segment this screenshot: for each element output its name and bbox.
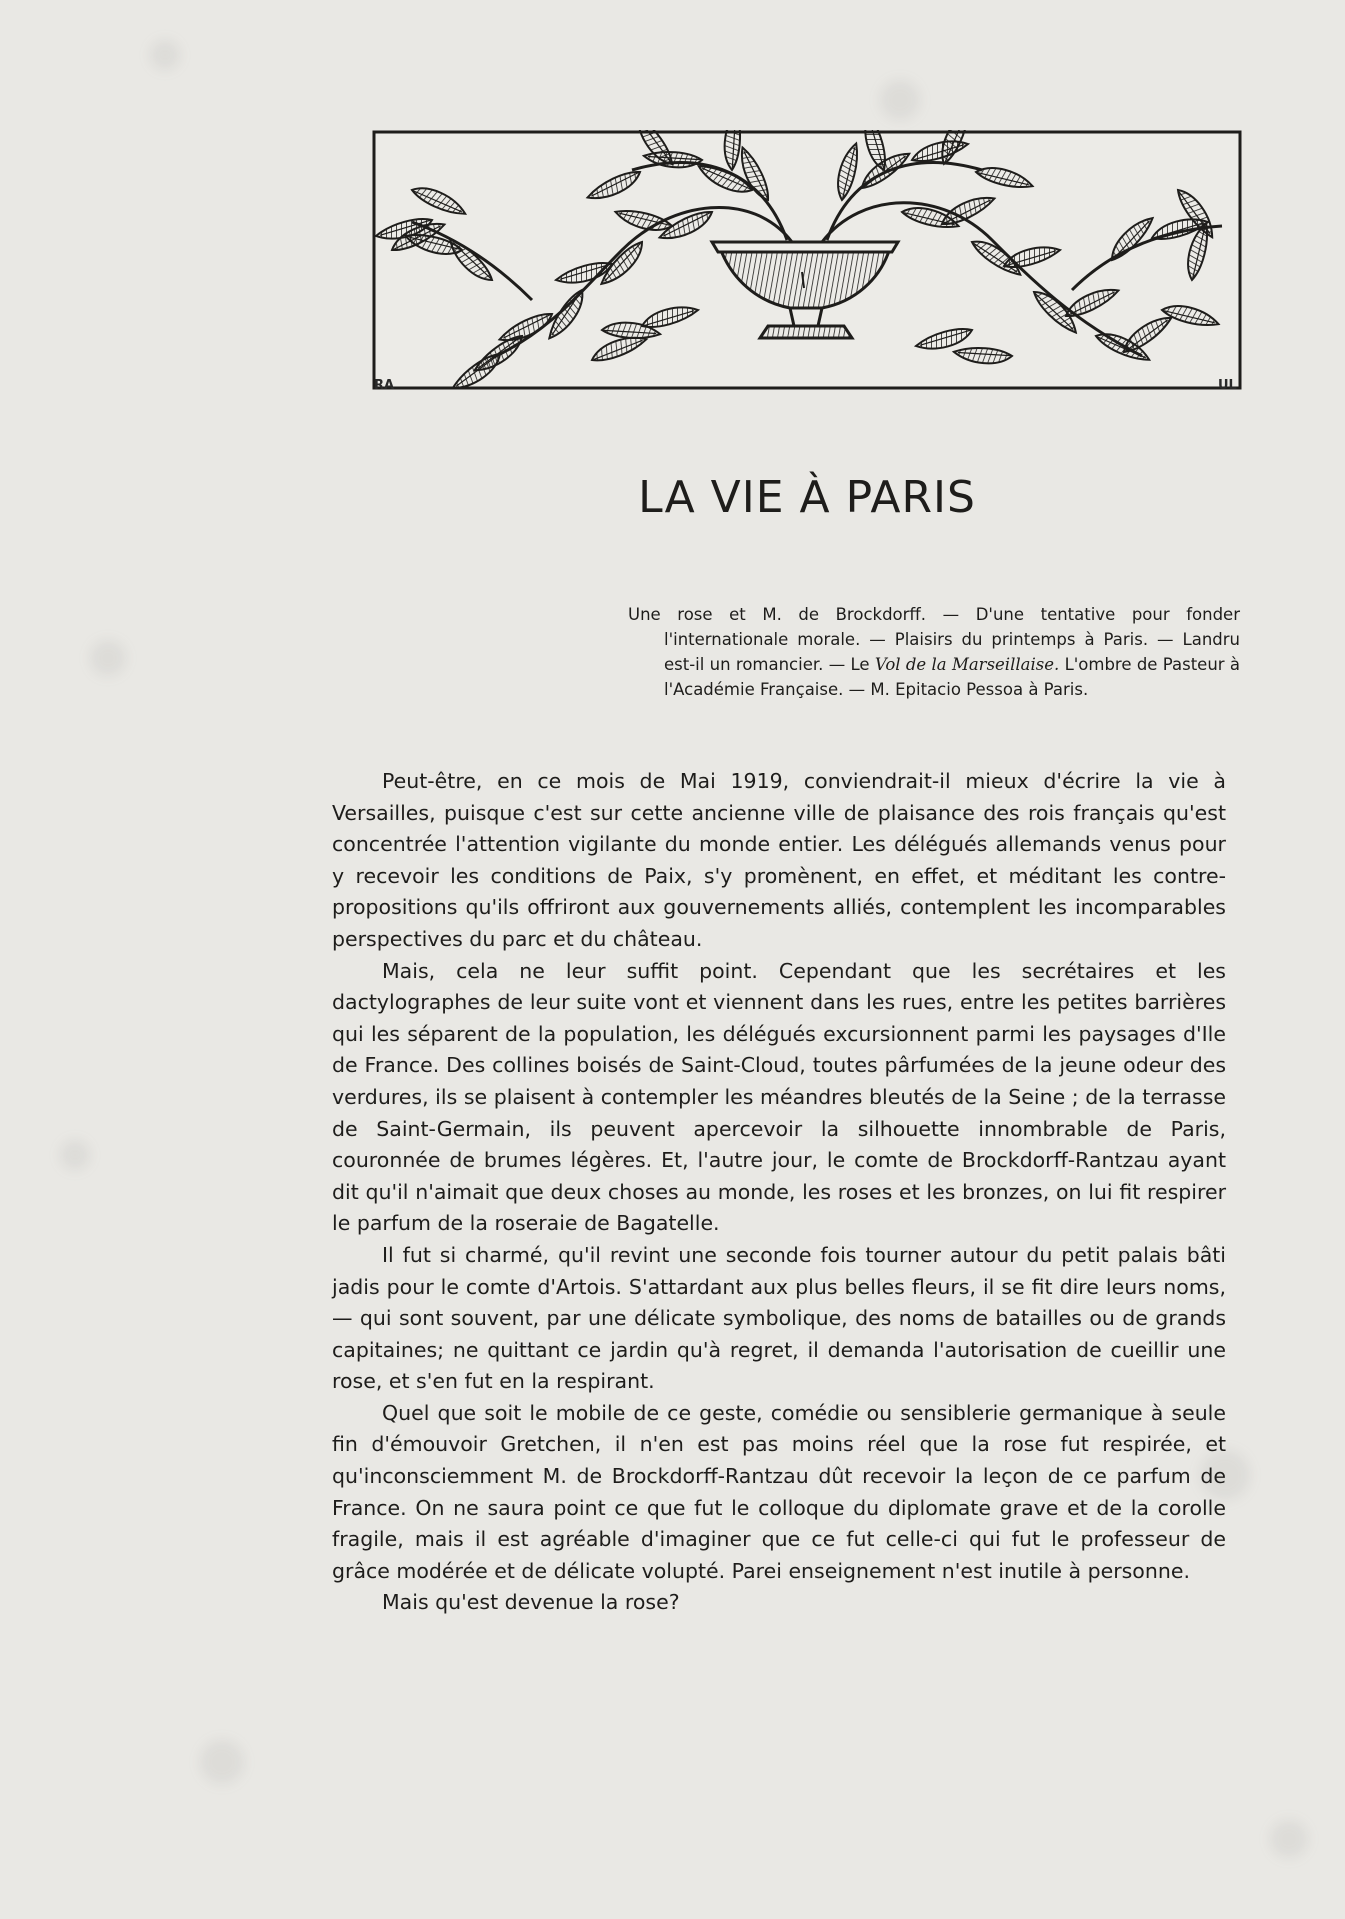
summary-text-part-2: L'ombre de Pasteur à l'Académie Française. — M. Epitacio Pessoa à Paris. xyxy=(664,655,1240,699)
paragraph: Mais, cela ne leur suffit point. Cependant que les secrétaires et les dactylographes de leur suite vont et viennent dans les rues, entre les petites barrières qui les séparent de la population, les délégués excursionnent parmi les paysages d'Ile de France. Des collines boisés de Saint-Cloud, toutes pârfumées de la jeune odeur des verdures, ils se plaisent à contempler les méandres bleutés de la Seine ; de la terrasse de Saint-Germain, ils peuvent apercevoir la silhouette innombrable de Paris, couronnée de brumes légères. Et, l'autre jour, le comte de Brockdorff-Rantzau ayant dit qu'il n'aimait que deux choses au monde, les roses et les bronzes, on lui fit respirer le parfum de la roseraie de Bagatelle. xyxy=(332,958,1226,1236)
paragraph: Peut-être, en ce mois de Mai 1919, conviendrait-il mieux d'écrire la vie à Versailles, puisque c'est sur cette ancienne ville de plaisance des rois français qu'est concentrée l'attention vigilante du monde entier. Les délégués allemands venus pour y recevoir les conditions de Paix, s'y promènent, en effet, et méditant les contre-propositions qu'ils offriront aux gouvernements alliés, contemplent les incomparables perspectives du parc et du château. xyxy=(332,769,1226,951)
summary-text-part-1: Une rose et M. de Brockdorff. — D'une tentative pour fonder l'internationale morale. — Plaisirs du printemps à Paris. — Landru est-il un romancier. — Le xyxy=(628,605,1240,674)
paper-speck xyxy=(60,1140,90,1170)
signature-left: RA xyxy=(374,378,395,393)
paragraph: Il fut si charmé, qu'il revint une seconde fois tourner autour du petit palais bâti jadis pour le comte d'Artois. S'attardant aux plus belles fleurs, il se fit dire leurs noms, — qui sont souvent, par une délicate symbolique, des noms de batailles ou de grands capitaines; ne quittant ce jardin qu'à regret, il demanda l'autorisation de cueillir une rose, et s'en fut en la respirant. xyxy=(332,1242,1226,1394)
article-body xyxy=(332,766,1226,1619)
paper-speck xyxy=(90,640,126,676)
paper-speck xyxy=(150,40,180,70)
paper-speck xyxy=(1270,1820,1308,1858)
urn-with-laurel-illustration xyxy=(372,130,1242,390)
paper-speck xyxy=(880,80,920,120)
header-vignette xyxy=(372,130,1242,390)
chapter-summary xyxy=(628,602,1240,702)
paper-speck xyxy=(200,1740,244,1784)
paragraph: Quel que soit le mobile de ce geste, comédie ou sensiblerie germanique à seule fin d'émouvoir Gretchen, il n'en est pas moins réel que la rose fut respirée, et qu'inconsciemment M. de Brockdorff-Rantzau dût recevoir la leçon de ce parfum de France. On ne saura point ce que fut le colloque du diplomate grave et de la corolle fragile, mais il est agréable d'imaginer que ce fut celle-ci qui fut le professeur de grâce modérée et de délicate volupté. Parei enseignement n'est inutile à personne. xyxy=(332,1400,1226,1583)
summary-italic-title: Vol de la Marseillaise. xyxy=(874,655,1060,674)
paragraph: Mais qu'est devenue la rose? xyxy=(382,1590,680,1615)
signature-right: UL xyxy=(1218,378,1237,393)
page-title: LA VIE À PARIS xyxy=(638,472,976,523)
